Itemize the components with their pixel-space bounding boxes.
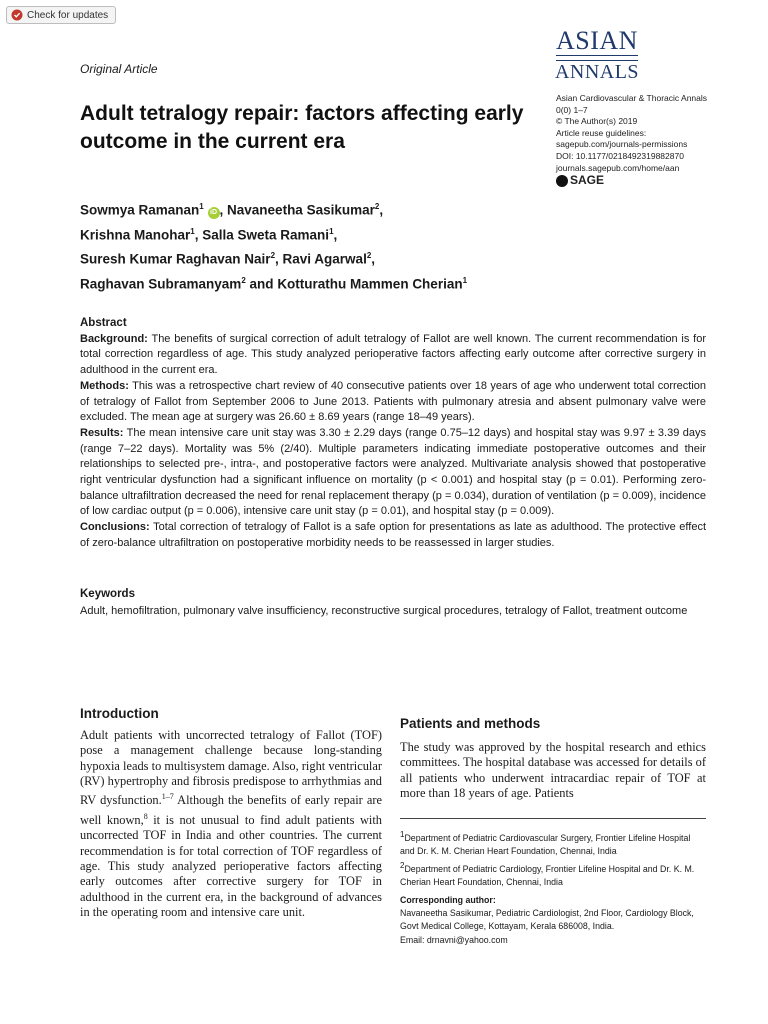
author-name: Ravi Agarwal xyxy=(282,251,367,267)
paper-title: Adult tetralogy repair: factors affecting early outcome in the current era xyxy=(80,102,524,153)
affiliation-2 xyxy=(400,859,706,890)
orcid-icon[interactable]: iD xyxy=(208,207,220,219)
affiliation-text: Department of Pediatric Cardiology, Frontier Lifeline Hospital and Dr. K. M. Cherian Heart Foundation, Chennai, India xyxy=(400,863,695,888)
corresponding-heading: Corresponding author: xyxy=(400,895,496,905)
introduction-text xyxy=(80,728,382,920)
author-name: Sowmya Ramanan xyxy=(80,202,200,218)
author-name: Krishna Manohar xyxy=(80,227,191,242)
meta-journal: Asian Cardiovascular & Thoracic Annals xyxy=(556,93,708,103)
background-text: The benefits of surgical correction of adult tetralogy of Fallot are well known. The current recommendation is for total correction regardless of age. This study analyzed perioperative factors affecting early outcome after corrective surgery in adulthood in the current era. xyxy=(80,332,706,377)
abstract xyxy=(80,316,706,552)
meta-copyright: © The Author(s) 2019 xyxy=(556,116,638,127)
author-name: Kotturathu Mammen Cherian xyxy=(277,276,463,291)
abstract-results xyxy=(80,426,706,520)
publisher-logo xyxy=(556,175,746,187)
keywords-text: Adult, hemofiltration, pulmonary valve insufficiency, reconstructive surgical procedures, tetralogy of Fallot, treatment outcome xyxy=(80,605,688,617)
abstract-methods xyxy=(80,379,706,426)
methods-heading: Patients and methods xyxy=(400,716,541,731)
introduction-heading: Introduction xyxy=(80,706,159,721)
intro-part: Adult patients with uncorrected tetralogy of Fallot (TOF) pose a management challenge because long-standing hypoxia leads to multisystem damage. Also, right ventricular (RV) hypertrophy and fibrosis predispose to arrhythmias and RV dysfunction. xyxy=(80,728,382,808)
affiliation-text: Department of Pediatric Cardiovascular Surgery, Frontier Lifeline Hospital and Dr. K. M. Cherian Heart Foundation, Chennai, India xyxy=(400,832,691,857)
check-updates-icon xyxy=(11,9,23,21)
affiliations xyxy=(400,828,706,889)
meta-site-link[interactable]: journals.sagepub.com/home/aan xyxy=(556,162,680,173)
logo-line2: ANNALS xyxy=(554,61,640,83)
author-name: Salla Sweta Ramani xyxy=(202,227,330,242)
corresponding-author xyxy=(400,894,706,947)
corresponding-text: Navaneetha Sasikumar, Pediatric Cardiologist, 2nd Floor, Cardiology Block, Govt Medical College, Kottayam, Kerala 686008, India. xyxy=(400,908,694,932)
footnote-divider xyxy=(400,818,706,819)
author-name: Raghavan Subramanyam xyxy=(80,276,242,291)
author-conjunction: and xyxy=(249,276,274,291)
methods-text: This was a retrospective chart review of 40 consecutive patients over 18 years of age who underwent total correction of tetralogy of Fallot from September 2006 to June 2013. Patients with pulmonary atresia and absent pulmonary valve were excluded. The mean age at surgery was 26.60 ± 8.69 years (range 18–49 years). xyxy=(80,379,706,424)
results-label: Results: xyxy=(80,426,124,439)
affiliation-number: 2 xyxy=(400,860,405,870)
journal-meta xyxy=(556,93,746,187)
citation-ref[interactable]: 8 xyxy=(143,811,148,821)
intro-part: Although the benefits of early repair are well known, xyxy=(80,793,382,827)
keywords-heading: Keywords xyxy=(80,588,135,600)
meta-doi[interactable]: DOI: 10.1177/0218492319882870 xyxy=(556,150,684,161)
author-name: Suresh Kumar Raghavan Nair xyxy=(80,251,271,267)
affiliation-1 xyxy=(400,828,706,859)
author-name: Navaneetha Sasikumar xyxy=(227,202,375,218)
background-label: Background: xyxy=(80,332,148,345)
meta-reuse: Article reuse guidelines: xyxy=(556,127,647,138)
journal-logo xyxy=(552,28,642,82)
sage-icon xyxy=(556,175,568,187)
keywords xyxy=(80,586,706,619)
meta-permissions-link[interactable]: sagepub.com/journals-permissions xyxy=(556,139,688,150)
abstract-conclusions xyxy=(80,520,706,551)
article-type: Original Article xyxy=(80,62,158,76)
logo-line1: ASIAN xyxy=(556,26,638,55)
author-list: Sowmya Ramanan$^1$ iD , Navaneetha Sasikumar$^2$, Krishna Manohar$^1$, Salla Sweta Ramani$^1$, Suresh Kumar Raghavan Nair$^2$, Ravi Agarwal$^2$, Raghavan Subramanyam$^2$ and Kotturathu Mammen Cherian$^1$ xyxy=(80,202,468,291)
check-for-updates-button[interactable] xyxy=(6,6,116,24)
check-updates-label: Check for updates xyxy=(27,9,109,21)
conclusions-label: Conclusions: xyxy=(80,521,150,534)
meta-volume: 0(0) 1–7 xyxy=(556,104,588,115)
abstract-heading: Abstract xyxy=(80,317,127,329)
affiliation-number: 1 xyxy=(400,830,405,839)
intro-part: it is not unusual to find adult patients with uncorrected TOF in India and other countries. The current recommendation is for total correction of TOF regardless of age. This study analyzed perioperative factors affecting early outcomes after corrective surgery for TOF in adulthood in the current era, in the background of advances in the operating room and intensive care unit. xyxy=(80,812,382,920)
results-text: The mean intensive care unit stay was 3.30 ± 2.29 days (range 0.75–12 days) and hospital stay was 9.97 ± 3.39 days (range 7–22 days). Mortality was 5% (2/40). Multiple parameters indicating immediate postoperative outcomes and their relationships to selected pre-, intra-, and postoperative factors were analyzed. Multivariate analysis showed that postoperative right ventricular dysfunction had a significant influence on mortality (p < 0.001) and hospital stay (p = 0.01). Performing zero-balance ultrafiltration decreased the need for renal replacement therapy (p = 0.034), duration of ventilation (p = 0.009), incidence of low cardiac output (p = 0.006), intensive care unit stay (p = 0.01), and hospital stay (p = 0.009). xyxy=(80,426,707,518)
publisher-name: SAGE xyxy=(570,173,605,188)
abstract-background xyxy=(80,332,706,379)
methods-text: The study was approved by the hospital research and ethics committees. The hospital database was accessed for details of all patients who underwent intracardiac repair of TOF at more than 18 years of age. Patients xyxy=(400,740,706,801)
citation-ref[interactable]: 1–7 xyxy=(161,792,174,802)
conclusions-text: Total correction of tetralogy of Fallot is a safe option for presentations as late as adulthood. The protective effect of zero-balance ultrafiltration on postoperative morbidity needs to be reassessed in larger studies. xyxy=(80,521,707,549)
methods-label: Methods: xyxy=(80,379,129,392)
corresponding-email[interactable]: Email: drnavni@yahoo.com xyxy=(400,934,508,945)
